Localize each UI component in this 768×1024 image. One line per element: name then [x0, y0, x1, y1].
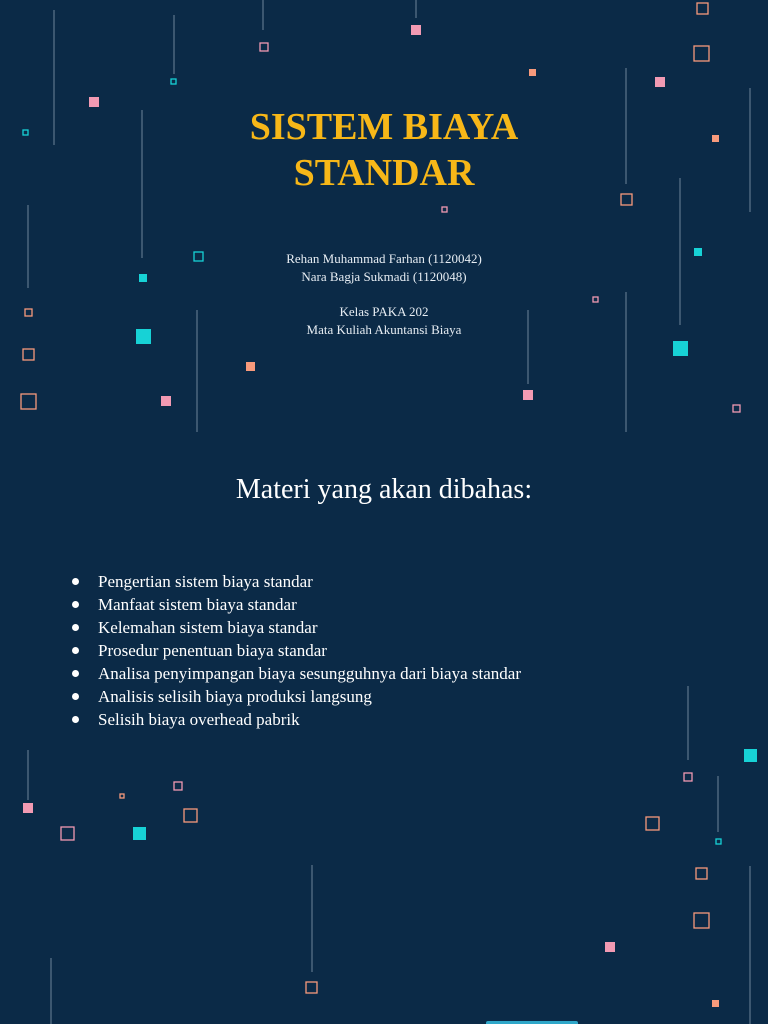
bullet-icon	[72, 601, 79, 608]
list-item	[70, 593, 521, 616]
list-item-text: Analisis selisih biaya produksi langsung	[98, 687, 372, 706]
list-item-text: Prosedur penentuan biaya standar	[98, 641, 327, 660]
author-block	[0, 250, 768, 339]
list-item-text: Selisih biaya overhead pabrik	[98, 710, 300, 729]
bullet-icon	[72, 578, 79, 585]
title-line-1: SISTEM BIAYA	[249, 106, 519, 148]
list-item-text: Kelemahan sistem biaya standar	[98, 618, 318, 637]
author-name-2: Nara Bagja Sukmadi (1120048)	[301, 269, 467, 284]
list-item	[70, 570, 521, 593]
bullet-icon	[72, 647, 79, 654]
list-item	[70, 639, 521, 662]
bullet-icon	[72, 693, 79, 700]
course-label: Mata Kuliah Akuntansi Biaya	[306, 322, 462, 337]
bullet-icon	[72, 624, 79, 631]
bullet-icon	[72, 670, 79, 677]
list-item	[70, 616, 521, 639]
class-label: Kelas PAKA 202	[339, 304, 429, 319]
topic-list	[70, 570, 521, 731]
list-item-text: Pengertian sistem biaya standar	[98, 572, 313, 591]
bullet-icon	[72, 716, 79, 723]
author-name-1: Rehan Muhammad Farhan (1120042)	[286, 251, 482, 266]
list-item-text: Analisa penyimpangan biaya sesungguhnya dari biaya standar	[98, 664, 521, 683]
list-item	[70, 708, 521, 731]
list-item-text: Manfaat sistem biaya standar	[98, 595, 297, 614]
list-item	[70, 662, 521, 685]
list-item	[70, 685, 521, 708]
slide-title	[0, 104, 768, 196]
section-heading: Materi yang akan dibahas:	[235, 474, 533, 505]
title-line-2: STANDAR	[293, 152, 475, 194]
spacer	[0, 286, 768, 303]
